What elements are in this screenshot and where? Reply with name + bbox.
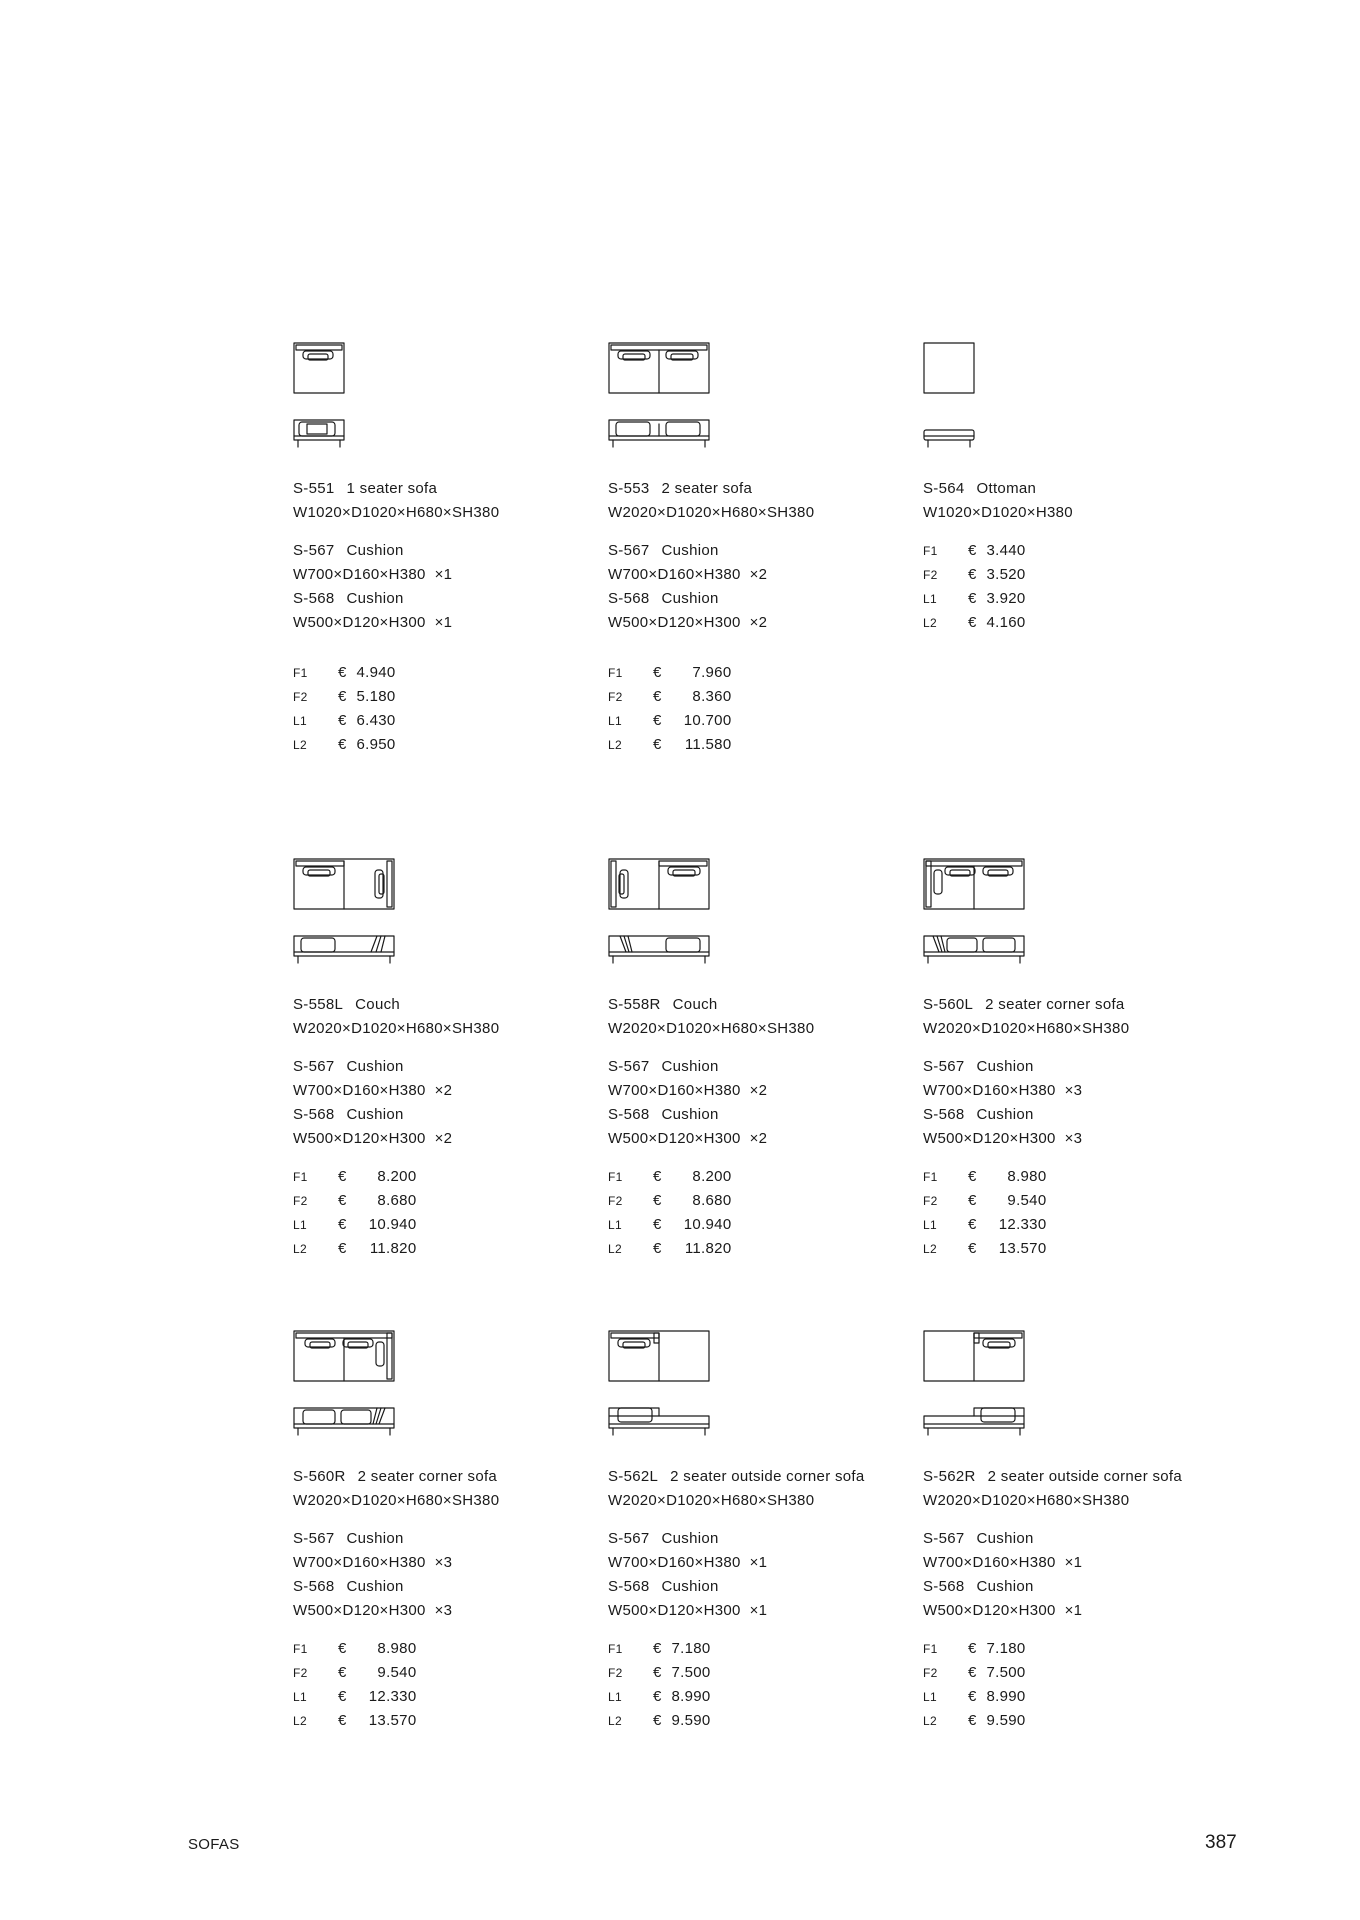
outside-corner-sofa-plan-drawing <box>608 1330 712 1384</box>
product-drawings <box>923 1330 1223 1465</box>
product-title-block <box>608 1465 908 1513</box>
cushion-list <box>923 1055 1223 1151</box>
product-title-block <box>293 1465 593 1513</box>
price-currency: € <box>653 736 662 753</box>
price-list <box>293 1637 593 1733</box>
cushion-list <box>293 1055 593 1151</box>
product-s-558l <box>293 858 593 1261</box>
price-currency: € <box>968 1688 977 1705</box>
product-dimensions: W2020×D1020×H680×SH380 <box>293 1492 500 1509</box>
product-title-block <box>923 993 1223 1041</box>
product-code: S-560R <box>293 1468 346 1485</box>
cushion-code: S-567 <box>608 542 650 559</box>
price-grade: F2 <box>293 690 308 704</box>
price-grade: L2 <box>293 738 307 752</box>
cushion-qty: ×1 <box>434 614 453 631</box>
price-list <box>608 1637 908 1733</box>
cushion-dims: W500×D120×H300 <box>293 1602 426 1619</box>
price-amount: 9.590 <box>986 1712 1026 1729</box>
price-list <box>608 1165 908 1261</box>
price-grade: L2 <box>293 1242 307 1256</box>
product-dimensions: W2020×D1020×H680×SH380 <box>608 1020 815 1037</box>
product-name: Couch <box>355 996 401 1013</box>
product-name: 2 seater outside corner sofa <box>670 1468 865 1485</box>
cushion-dims: W500×D120×H300 <box>293 614 426 631</box>
product-drawings <box>608 1330 908 1465</box>
cushion-qty: ×2 <box>749 1130 768 1147</box>
cushion-code: S-567 <box>608 1530 650 1547</box>
price-currency: € <box>968 1664 977 1681</box>
product-s-558r <box>608 858 908 1261</box>
price-currency: € <box>968 614 977 631</box>
price-grade: L2 <box>923 1242 937 1256</box>
product-dimensions: W2020×D1020×H680×SH380 <box>608 504 815 521</box>
price-currency: € <box>338 688 347 705</box>
price-amount: 12.330 <box>998 1216 1047 1233</box>
price-grade: L1 <box>923 1690 937 1704</box>
cushion-qty: ×2 <box>434 1130 453 1147</box>
outside-corner-sofa-plan-drawing <box>923 1330 1027 1384</box>
product-s-562r <box>923 1330 1223 1733</box>
cushion-dims: W700×D160×H380 <box>608 1082 741 1099</box>
cushion-dims: W500×D120×H300 <box>293 1130 426 1147</box>
price-amount: 7.500 <box>986 1664 1026 1681</box>
cushion-code: S-568 <box>923 1106 965 1123</box>
price-currency: € <box>653 664 662 681</box>
price-grade: L1 <box>923 1218 937 1232</box>
price-grade: L1 <box>293 1218 307 1232</box>
product-code: S-558L <box>293 996 344 1013</box>
price-amount: 13.570 <box>368 1712 417 1729</box>
sofa-plan-drawing <box>293 342 347 396</box>
cushion-dims: W700×D160×H380 <box>923 1554 1056 1571</box>
price-list <box>608 661 908 757</box>
cushion-dims: W700×D160×H380 <box>293 566 426 583</box>
cushion-dims: W500×D120×H300 <box>608 1130 741 1147</box>
sofa-plan-drawing <box>608 342 712 396</box>
outside-corner-sofa-elevation-drawing <box>923 1402 1027 1444</box>
price-currency: € <box>968 1168 977 1185</box>
cushion-name: Cushion <box>976 1578 1034 1595</box>
price-grade: L1 <box>608 714 622 728</box>
corner-sofa-plan-drawing <box>293 1330 397 1384</box>
product-drawings <box>293 858 593 993</box>
price-grade: F2 <box>293 1194 308 1208</box>
ottoman-elevation-drawing <box>923 414 977 456</box>
cushion-name: Cushion <box>661 1058 719 1075</box>
price-currency: € <box>338 712 347 729</box>
price-currency: € <box>653 1640 662 1657</box>
price-amount: 6.430 <box>356 712 396 729</box>
cushion-code: S-568 <box>923 1578 965 1595</box>
cushion-qty: ×3 <box>1064 1082 1083 1099</box>
price-amount: 10.940 <box>683 1216 732 1233</box>
price-grade: L2 <box>293 1714 307 1728</box>
price-grade: F1 <box>608 1170 623 1184</box>
product-s-564 <box>923 342 1223 635</box>
price-amount: 7.180 <box>986 1640 1026 1657</box>
price-list <box>293 661 593 757</box>
price-amount: 9.590 <box>671 1712 711 1729</box>
price-grade: F1 <box>923 544 938 558</box>
cushion-code: S-567 <box>923 1058 965 1075</box>
cushion-list <box>608 1055 908 1151</box>
cushion-list <box>608 539 908 635</box>
product-dimensions: W1020×D1020×H380 <box>923 504 1073 521</box>
cushion-qty: ×1 <box>1064 1554 1083 1571</box>
price-grade: F2 <box>923 1194 938 1208</box>
price-grade: F2 <box>608 690 623 704</box>
cushion-qty: ×3 <box>434 1602 453 1619</box>
product-name: 2 seater corner sofa <box>985 996 1125 1013</box>
price-grade: F2 <box>293 1666 308 1680</box>
price-grade: F1 <box>608 1642 623 1656</box>
sofa-elevation-drawing <box>608 414 712 456</box>
cushion-dims: W700×D160×H380 <box>608 566 741 583</box>
price-list <box>923 1637 1223 1733</box>
price-list <box>293 1165 593 1261</box>
cushion-name: Cushion <box>661 590 719 607</box>
product-name: 2 seater corner sofa <box>357 1468 498 1485</box>
cushion-list <box>923 1527 1223 1623</box>
price-grade: F2 <box>608 1666 623 1680</box>
couch-elevation-drawing <box>293 930 397 972</box>
outside-corner-sofa-elevation-drawing <box>608 1402 712 1444</box>
cushion-name: Cushion <box>346 1106 404 1123</box>
cushion-name: Cushion <box>976 1530 1034 1547</box>
product-dimensions: W1020×D1020×H680×SH380 <box>293 504 500 521</box>
price-amount: 3.440 <box>986 542 1026 559</box>
product-drawings <box>293 1330 593 1465</box>
cushion-dims: W700×D160×H380 <box>293 1554 426 1571</box>
price-amount: 9.540 <box>377 1664 417 1681</box>
cushion-code: S-568 <box>608 1106 650 1123</box>
price-amount: 5.180 <box>356 688 396 705</box>
couch-elevation-drawing <box>608 930 712 972</box>
price-currency: € <box>653 1192 662 1209</box>
product-code: S-560L <box>923 996 974 1013</box>
cushion-dims: W500×D120×H300 <box>923 1602 1056 1619</box>
price-amount: 7.500 <box>671 1664 711 1681</box>
cushion-list <box>293 539 593 635</box>
sofa-elevation-drawing <box>293 414 347 456</box>
cushion-name: Cushion <box>661 542 719 559</box>
price-currency: € <box>968 1240 977 1257</box>
price-currency: € <box>338 736 347 753</box>
product-drawings <box>608 858 908 993</box>
price-currency: € <box>338 1240 347 1257</box>
price-currency: € <box>653 1664 662 1681</box>
product-drawings <box>608 342 908 477</box>
price-currency: € <box>338 664 347 681</box>
product-s-553 <box>608 342 908 757</box>
price-currency: € <box>338 1216 347 1233</box>
ottoman-plan-drawing <box>923 342 977 396</box>
cushion-name: Cushion <box>976 1106 1034 1123</box>
price-currency: € <box>968 1712 977 1729</box>
page-number: 387 <box>1205 1832 1237 1853</box>
couch-plan-drawing <box>293 858 397 912</box>
price-currency: € <box>968 1192 977 1209</box>
price-grade: F1 <box>293 1170 308 1184</box>
cushion-name: Cushion <box>661 1530 719 1547</box>
price-amount: 4.940 <box>356 664 396 681</box>
price-currency: € <box>653 1712 662 1729</box>
cushion-qty: ×1 <box>749 1602 768 1619</box>
product-s-551 <box>293 342 593 757</box>
price-currency: € <box>338 1688 347 1705</box>
cushion-code: S-567 <box>293 1530 335 1547</box>
cushion-qty: ×1 <box>434 566 453 583</box>
cushion-code: S-568 <box>293 1578 335 1595</box>
price-grade: L2 <box>923 1714 937 1728</box>
price-grade: F1 <box>608 666 623 680</box>
price-grade: F1 <box>923 1642 938 1656</box>
price-currency: € <box>968 1640 977 1657</box>
cushion-code: S-567 <box>923 1530 965 1547</box>
product-code: S-553 <box>608 480 650 497</box>
price-amount: 8.980 <box>377 1640 417 1657</box>
product-drawings <box>923 858 1223 993</box>
price-amount: 7.180 <box>671 1640 711 1657</box>
couch-plan-drawing <box>608 858 712 912</box>
price-amount: 9.540 <box>1007 1192 1047 1209</box>
cushion-dims: W500×D120×H300 <box>608 614 741 631</box>
cushion-name: Cushion <box>661 1578 719 1595</box>
price-amount: 4.160 <box>986 614 1026 631</box>
product-code: S-564 <box>923 480 965 497</box>
price-amount: 8.200 <box>377 1168 417 1185</box>
cushion-qty: ×1 <box>1064 1602 1083 1619</box>
cushion-dims: W500×D120×H300 <box>923 1130 1056 1147</box>
corner-sofa-elevation-drawing <box>293 1402 397 1444</box>
price-amount: 12.330 <box>368 1688 417 1705</box>
cushion-dims: W700×D160×H380 <box>608 1554 741 1571</box>
product-dimensions: W2020×D1020×H680×SH380 <box>923 1020 1130 1037</box>
price-currency: € <box>653 1688 662 1705</box>
cushion-code: S-568 <box>293 1106 335 1123</box>
product-name: 2 seater sofa <box>661 480 753 497</box>
cushion-qty: ×1 <box>749 1554 768 1571</box>
price-grade: L2 <box>608 1242 622 1256</box>
price-grade: F1 <box>293 1642 308 1656</box>
price-grade: F1 <box>923 1170 938 1184</box>
cushion-code: S-567 <box>293 1058 335 1075</box>
product-s-562l <box>608 1330 908 1733</box>
product-name: Couch <box>672 996 718 1013</box>
product-title-block <box>608 993 908 1041</box>
price-amount: 13.570 <box>998 1240 1047 1257</box>
price-amount: 3.520 <box>986 566 1026 583</box>
price-amount: 6.950 <box>356 736 396 753</box>
product-code: S-562L <box>608 1468 659 1485</box>
price-currency: € <box>968 566 977 583</box>
cushion-dims: W500×D120×H300 <box>608 1602 741 1619</box>
price-list <box>923 539 1223 635</box>
cushion-list <box>608 1527 908 1623</box>
price-amount: 11.820 <box>684 1240 732 1257</box>
cushion-name: Cushion <box>346 1530 404 1547</box>
price-amount: 8.200 <box>692 1168 732 1185</box>
price-amount: 8.990 <box>986 1688 1026 1705</box>
price-grade: L2 <box>923 616 937 630</box>
product-title-block <box>293 993 593 1041</box>
price-amount: 8.360 <box>692 688 732 705</box>
cushion-qty: ×3 <box>434 1554 453 1571</box>
product-drawings <box>293 342 593 477</box>
product-name: Ottoman <box>976 480 1037 497</box>
price-currency: € <box>338 1664 347 1681</box>
cushion-qty: ×2 <box>749 1082 768 1099</box>
price-amount: 8.680 <box>377 1192 417 1209</box>
price-currency: € <box>968 590 977 607</box>
cushion-code: S-568 <box>608 1578 650 1595</box>
price-grade: F2 <box>608 1194 623 1208</box>
price-currency: € <box>968 1216 977 1233</box>
price-grade: L2 <box>608 1714 622 1728</box>
product-dimensions: W2020×D1020×H680×SH380 <box>293 1020 500 1037</box>
price-grade: L1 <box>293 714 307 728</box>
cushion-code: S-568 <box>608 590 650 607</box>
cushion-dims: W700×D160×H380 <box>923 1082 1056 1099</box>
price-grade: F2 <box>923 1666 938 1680</box>
cushion-qty: ×2 <box>749 566 768 583</box>
product-name: 2 seater outside corner sofa <box>987 1468 1183 1485</box>
price-currency: € <box>338 1168 347 1185</box>
price-amount: 8.980 <box>1007 1168 1047 1185</box>
cushion-qty: ×2 <box>749 614 768 631</box>
price-amount: 3.920 <box>986 590 1026 607</box>
price-amount: 10.700 <box>683 712 732 729</box>
cushion-name: Cushion <box>661 1106 719 1123</box>
cushion-dims: W700×D160×H380 <box>293 1082 426 1099</box>
cushion-code: S-568 <box>293 590 335 607</box>
price-grade: L1 <box>608 1218 622 1232</box>
product-drawings <box>923 342 1223 477</box>
cushion-name: Cushion <box>976 1058 1034 1075</box>
cushion-qty: ×3 <box>1064 1130 1083 1147</box>
price-amount: 11.580 <box>684 736 732 753</box>
section-label: SOFAS <box>188 1836 240 1853</box>
cushion-name: Cushion <box>346 1058 404 1075</box>
cushion-code: S-567 <box>608 1058 650 1075</box>
price-currency: € <box>338 1640 347 1657</box>
price-amount: 7.960 <box>692 664 732 681</box>
product-s-560l <box>923 858 1223 1261</box>
price-amount: 10.940 <box>368 1216 417 1233</box>
price-currency: € <box>653 712 662 729</box>
price-amount: 8.680 <box>692 1192 732 1209</box>
price-list <box>923 1165 1223 1261</box>
price-currency: € <box>653 688 662 705</box>
price-grade: L1 <box>923 592 937 606</box>
price-currency: € <box>653 1168 662 1185</box>
price-currency: € <box>653 1216 662 1233</box>
price-currency: € <box>338 1712 347 1729</box>
price-currency: € <box>653 1240 662 1257</box>
product-dimensions: W2020×D1020×H680×SH380 <box>923 1492 1130 1509</box>
corner-sofa-plan-drawing <box>923 858 1027 912</box>
corner-sofa-elevation-drawing <box>923 930 1027 972</box>
product-code: S-558R <box>608 996 661 1013</box>
price-grade: L1 <box>608 1690 622 1704</box>
product-code: S-562R <box>923 1468 976 1485</box>
price-grade: F1 <box>293 666 308 680</box>
cushion-name: Cushion <box>346 1578 404 1595</box>
cushion-list <box>293 1527 593 1623</box>
product-s-560r <box>293 1330 593 1733</box>
cushion-code: S-567 <box>293 542 335 559</box>
price-currency: € <box>968 542 977 559</box>
product-dimensions: W2020×D1020×H680×SH380 <box>608 1492 815 1509</box>
price-currency: € <box>338 1192 347 1209</box>
cushion-name: Cushion <box>346 542 404 559</box>
product-title-block <box>608 477 908 525</box>
price-grade: F2 <box>923 568 938 582</box>
product-code: S-551 <box>293 480 335 497</box>
price-grade: L1 <box>293 1690 307 1704</box>
cushion-name: Cushion <box>346 590 404 607</box>
price-amount: 8.990 <box>671 1688 711 1705</box>
product-title-block <box>923 1465 1223 1513</box>
price-amount: 11.820 <box>369 1240 417 1257</box>
product-name: 1 seater sofa <box>346 480 438 497</box>
product-title-block <box>923 477 1223 525</box>
cushion-qty: ×2 <box>434 1082 453 1099</box>
price-grade: L2 <box>608 738 622 752</box>
product-title-block <box>293 477 593 525</box>
